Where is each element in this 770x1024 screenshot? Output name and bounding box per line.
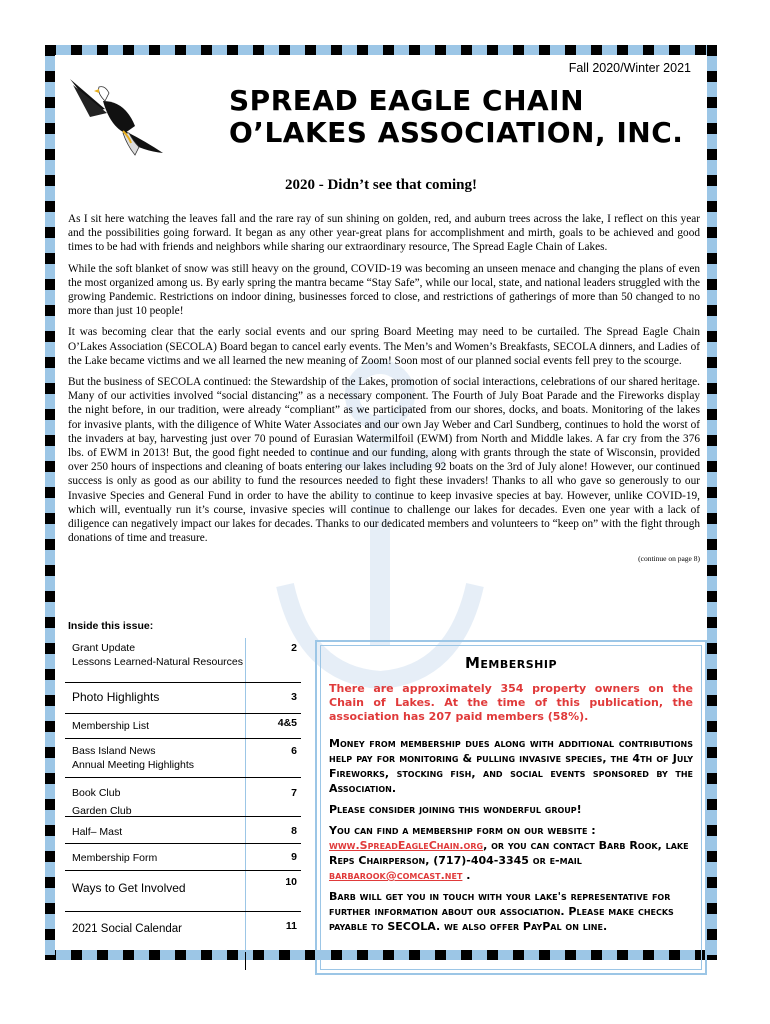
toc-page: 8 [245,817,301,843]
website-link[interactable]: www.SpreadEagleChain.org [329,839,484,852]
toc-row[interactable] [65,714,301,739]
contact-end: . [466,869,471,882]
contact-intro: You can find a membership form on our website : [329,824,596,837]
continue-note: (continue on page 8) [638,554,700,564]
association-title [229,85,683,149]
membership-rep-text: Barb will get you in touch with your lake's representative for further information about our association. Please make checks payable to SECOLA. we also offer PayPal on line. [329,890,674,933]
title-line-1: SPREAD EAGLE CHAIN [229,84,585,117]
toc-row[interactable] [65,778,301,817]
toc-label: Photo Highlights [72,690,160,704]
eagle-icon [65,71,165,161]
toc-page: 11 [245,912,301,952]
toc-label: Bass Island News Annual Meeting Highlights [72,745,194,771]
article-paragraph-3: It was becoming clear that the early social events and our spring Board Meeting may need to be curtailed. The Spread Eagle Chain O’Lakes Association (SECOLA) Board began to cancel early events. The Men’s and Women’s Breakfasts, SECOLA dinners, and Ladies of the Lake became victims and we all learned the new meaning of Zoom! Soon most of our planned social events fell prey to the scourge. [68,326,700,367]
toc-label: Half– Mast [72,826,123,838]
toc-page: 7 [245,778,301,816]
toc-label: Grant Update Lessons Learned-Natural Resources [72,642,244,668]
toc-row[interactable] [65,739,301,778]
frame-left [45,45,55,960]
newsletter-page [55,55,707,950]
toc-page: 3 [245,683,301,713]
article-paragraph-4: But the business of SECOLA continued: the Stewardship of the Lakes, promotion of social interactions, celebrations of our shared heritage. Many of our activities involved “social distancing” as a necessary component. The Fourth of July Boat Parade and the Fireworks display the night before, in our tradition, were already “compliant” as we participated from our shores, docks, and boats. Monitoring of the lakes for invasive plants, with the diligence of White Water Associates and our own Jay Weber and Carl Sundberg, continues to hold the worst of the invaders at bay, harvesting just over 70 pound of Eurasian Watermilfoil (EWM) from North and Middle lakes. A far cry from the 376 lbs. of EWM in 2013! But, the good fight needed to continue and our funding, along with grants through the state of Wisconsin, provided over 250 hours of inspections and cleaning of boats entering our lakes including 92 boats on the 3rd of July alone! However, our continued success is only as good as our ability to fund the resources needed to fight these invaders! Thanks to all who gave so generously to our Invasive Species and General Fund in order to have the ability to continue to keep invasive species at bay. However, unlike COVID-19, which will, eventually run it’s course, invasive species will continue to challenge our lakes for decades. Even one year with a lack of diligence can negatively impact our lakes for decades. Thanks to our dedicated members and volunteers to “keep on” with the fight through donations of time and treasure. [68,376,700,545]
toc-page: 2 [245,638,301,682]
toc-page: 10 [245,871,301,911]
membership-title: Membership [464,654,558,672]
toc-label: Membership Form [72,852,158,864]
toc-page: 9 [245,844,301,870]
article-paragraph-2: While the soft blanket of snow was still heavy on the ground, COVID-19 was becoming an unseen menace and changing the plans of even the most organized among us. By early spring the mantra became “Stay Safe”, while our local, state, and national leaders struggled with the growing Pandemic. Restrictions on indoor dining, businesses forced to close, and restrictions of gatherings of more than 50 changed to no more than just 10 people! [68,262,700,318]
toc-row[interactable] [65,871,301,912]
title-line-2: O’LAKES ASSOCIATION, INC. [229,116,684,149]
toc-page: 6 [245,739,301,777]
membership-dues-text: Money from membership dues along with additional contributions help pay for monitoring & pulling invasive species, the 4th of July Fireworks, stocking fish, and social events sponsored by the Association. [329,737,693,795]
frame-top [45,45,717,55]
toc-label: Ways to Get Involved [72,881,186,895]
table-of-contents [65,638,301,952]
headline: 2020 - Didn’t see that coming! [284,177,478,193]
article-paragraph-1: As I sit here watching the leaves fall and the rare ray of sun shining on golden, red, and auburn trees across the lake, I reflect on this year and the possibilities going forward. It began as any other year-great plans for accomplishment and mirth, goals to be achieved and good times to be had with friends and neighbors while sharing our extraordinary resource, The Spread Eagle Chain of Lakes. [68,213,700,254]
membership-contact-text [329,823,693,883]
article-body [68,212,700,567]
toc-page: 4&5 [245,714,301,738]
frame-right [707,45,717,960]
toc-row[interactable] [65,638,301,683]
contact-details: , or you can contact Barb Rook, lake Reps Chairperson, (717)-404-3345 or e-mail [329,839,689,867]
toc-row[interactable] [65,817,301,844]
membership-inner [320,645,702,970]
email-link[interactable]: barbarook@comcast.net [329,869,463,882]
inside-issue-label: Inside this issue: [68,620,154,632]
toc-row[interactable] [65,912,301,952]
issue-date: Fall 2020/Winter 2021 [568,61,691,75]
toc-label: Membership List [72,720,150,732]
toc-row[interactable] [65,683,301,714]
membership-box [315,640,707,975]
toc-row[interactable] [65,844,301,871]
membership-join-text: Please consider joining this wonderful group! [329,803,582,816]
toc-label: 2021 Social Calendar [72,923,182,935]
toc-label: Book Club Garden Club [72,787,132,817]
membership-highlight: There are approximately 354 property owners on the Chain of Lakes. At the time of this publication, the association has 207 paid members (58%). [329,682,693,723]
